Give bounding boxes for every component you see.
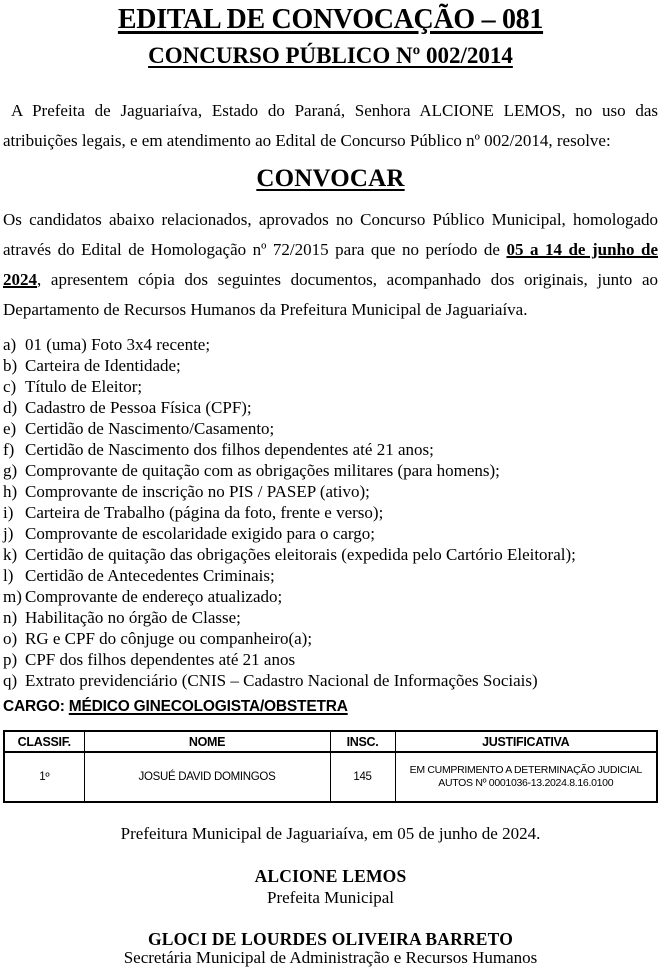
document-title: EDITAL DE CONVOCAÇÃO – 081 xyxy=(117,4,544,35)
item-text: Certidão de quitação das obrigações eleitorais (expedida pelo Cartório Eleitoral); xyxy=(25,545,576,564)
justificativa-line-2: AUTOS Nº 0001036-13.2024.8.16.0100 xyxy=(438,777,614,789)
cell-classif: 1º xyxy=(4,752,84,802)
item-letter: k) xyxy=(3,545,18,564)
item-letter: d) xyxy=(3,398,18,417)
date-line: Prefeitura Municipal de Jaguariaíva, em 05 de junho de 2024. xyxy=(120,824,541,843)
cell-justificativa xyxy=(395,752,657,802)
checklist-item-k xyxy=(3,544,658,565)
item-text: Carteira de Identidade; xyxy=(25,356,181,375)
item-text: CPF dos filhos dependentes até 21 anos xyxy=(25,650,296,669)
item-text: Certidão de Antecedentes Criminais; xyxy=(25,566,275,585)
cargo-value: MÉDICO GINECOLOGISTA/OBSTETRA xyxy=(68,698,348,715)
item-letter: l) xyxy=(3,566,14,585)
item-text: Certidão de Nascimento dos filhos dependentes até 21 anos; xyxy=(25,440,434,459)
checklist-item-h xyxy=(3,481,658,502)
checklist-item-d xyxy=(3,397,658,418)
table-header-row xyxy=(4,731,657,752)
item-text: Cadastro de Pessoa Física (CPF); xyxy=(25,398,252,417)
item-letter: o) xyxy=(3,629,18,648)
intro-paragraph: A Prefeita de Jaguariaíva, Estado do Paraná, Senhora ALCIONE LEMOS, no uso das atribuições legais, e em atendimento ao Edital de Concurso Público nº 002/2014, resolve: xyxy=(3,101,658,150)
item-letter: h) xyxy=(3,482,18,501)
item-letter: i) xyxy=(3,503,14,522)
signature-role-2: Secretária Municipal de Administração e Recursos Humanos xyxy=(123,948,538,967)
checklist-item-c xyxy=(3,376,658,397)
item-letter: j) xyxy=(3,524,14,543)
item-text: Título de Eleitor; xyxy=(25,377,143,396)
checklist-item-i xyxy=(3,502,658,523)
item-text: RG e CPF do cônjuge ou companheiro(a); xyxy=(25,629,313,648)
signature-name-2: GLOCI DE LOURDES OLIVEIRA BARRETO xyxy=(147,929,514,949)
convocation-period: 05 a 14 de junho de 2024 xyxy=(3,240,658,289)
justificativa-line-1: EM CUMPRIMENTO A DETERMINAÇÃO JUDICIAL xyxy=(409,764,642,776)
checklist-item-o xyxy=(3,628,658,649)
signature-role-1: Prefeita Municipal xyxy=(267,888,394,907)
table-row xyxy=(4,752,657,802)
convocation-text-before: Os candidatos abaixo relacionados, aprovados no Concurso Público Municipal, homologado através do Edital de Homologação nº 72/2015 para que no período de xyxy=(3,210,658,259)
item-text: Comprovante de escolaridade exigido para o cargo; xyxy=(25,524,375,543)
checklist-item-f xyxy=(3,439,658,460)
checklist-item-j xyxy=(3,523,658,544)
item-text: Comprovante de inscrição no PIS / PASEP (ativo); xyxy=(25,482,370,501)
checklist-item-l xyxy=(3,565,658,586)
column-header-nome: NOME xyxy=(84,731,330,752)
checklist-item-m xyxy=(3,586,658,607)
column-header-justificativa: JUSTIFICATIVA xyxy=(395,731,657,752)
checklist-item-q xyxy=(3,670,658,691)
item-text: Certidão de Nascimento/Casamento; xyxy=(25,419,275,438)
item-text: Comprovante de quitação com as obrigações militares (para homens); xyxy=(25,461,500,480)
item-letter: e) xyxy=(3,419,17,438)
item-letter: a) xyxy=(3,335,17,354)
item-text: Comprovante de endereço atualizado; xyxy=(25,587,283,606)
checklist-item-p xyxy=(3,649,658,670)
convocation-paragraph xyxy=(3,205,658,325)
checklist-item-a xyxy=(3,334,658,355)
convocar-heading: CONVOCAR xyxy=(256,165,405,192)
item-letter: p) xyxy=(3,650,18,669)
item-letter: q) xyxy=(3,671,18,690)
cell-insc: 145 xyxy=(330,752,395,802)
cargo-label: CARGO: xyxy=(3,698,69,715)
document-subtitle: CONCURSO PÚBLICO Nº 002/2014 xyxy=(148,43,513,68)
item-text: Carteira de Trabalho (página da foto, frente e verso); xyxy=(25,503,384,522)
item-text: Extrato previdenciário (CNIS – Cadastro Nacional de Informações Sociais) xyxy=(25,671,538,690)
item-letter: m) xyxy=(3,587,22,606)
item-letter: g) xyxy=(3,461,18,480)
item-letter: f) xyxy=(3,440,15,459)
convocation-text-after: , apresentem cópia dos seguintes documentos, acompanhado dos originais, junto ao Departamento de Recursos Humanos da Prefeitura Municipal de Jaguariaíva. xyxy=(3,270,658,319)
checklist-item-g xyxy=(3,460,658,481)
item-text: 01 (uma) Foto 3x4 recente; xyxy=(25,335,211,354)
column-header-classif: CLASSIF. xyxy=(4,731,84,752)
cell-nome: JOSUÉ DAVID DOMINGOS xyxy=(84,752,330,802)
signature-name-1: ALCIONE LEMOS xyxy=(254,866,407,886)
item-letter: n) xyxy=(3,608,18,627)
checklist-item-n xyxy=(3,607,658,628)
cargo-line xyxy=(3,698,658,716)
column-header-insc: INSC. xyxy=(330,731,395,752)
item-letter: c) xyxy=(3,377,17,396)
item-text: Habilitação no órgão de Classe; xyxy=(25,608,241,627)
checklist-item-e xyxy=(3,418,658,439)
document-checklist xyxy=(3,334,658,691)
item-letter: b) xyxy=(3,356,18,375)
checklist-item-b xyxy=(3,355,658,376)
candidates-table xyxy=(3,730,658,803)
